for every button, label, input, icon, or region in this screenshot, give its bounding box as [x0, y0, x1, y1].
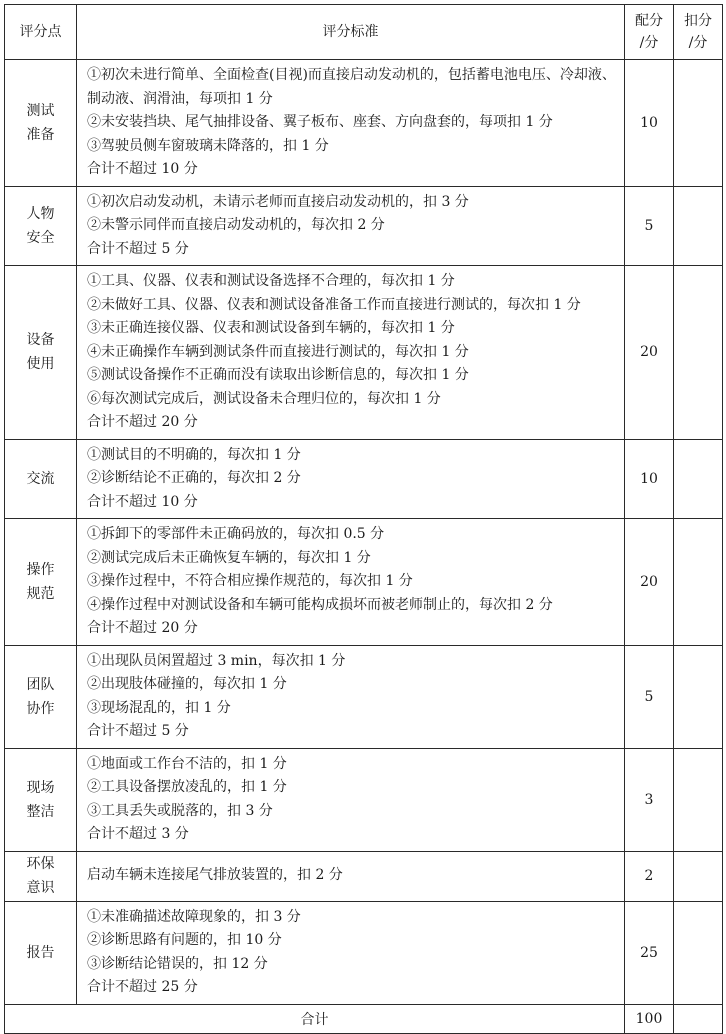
criteria-item: ①初次未进行简单、全面检查(目视)而直接启动发动机的，包括蓄电池电压、冷却液、制动液、润滑油，每项扣 1 分 — [87, 67, 616, 107]
deduct-cell[interactable] — [674, 519, 723, 646]
criteria-item: ③操作过程中，不符合相应操作规范的，每次扣 1 分 — [87, 573, 413, 589]
total-label: 合计 — [5, 1004, 625, 1033]
criteria-item: ①出现队员闲置超过 3 min，每次扣 1 分 — [87, 652, 346, 669]
criteria-item: ①拆卸下的零部件未正确码放的，每次扣 0.5 分 — [87, 526, 385, 542]
category-label: 规范 — [26, 585, 55, 602]
table-row — [5, 519, 723, 646]
table-row — [5, 266, 723, 440]
score-cell: 10 — [625, 439, 674, 519]
table-row — [5, 186, 723, 266]
criteria-item: ②未安装挡块、尾气抽排设备、翼子板布、座套、方向盘套的，每项扣 1 分 — [87, 114, 553, 130]
category-cell — [5, 748, 77, 851]
header-row — [5, 5, 723, 60]
criteria-cell — [77, 266, 625, 440]
criteria-item: ④操作过程中对测试设备和车辆可能构成损坏而被老师制止的，每次扣 2 分 — [87, 596, 553, 613]
criteria-cell — [77, 645, 625, 748]
header-deduct — [674, 5, 723, 60]
category-label: 现场 — [26, 779, 55, 796]
score-cell: 5 — [625, 186, 674, 266]
score-cell: 10 — [625, 60, 674, 187]
total-deduct-cell — [674, 1004, 723, 1033]
score-cell: 25 — [625, 901, 674, 1004]
table-row — [5, 60, 723, 187]
criteria-item: 合计不超过 25 分 — [87, 979, 198, 995]
criteria-item: ②未做好工具、仪器、仪表和测试设备准备工作而直接进行测试的，每次扣 1 分 — [87, 296, 581, 313]
category-label: 准备 — [26, 126, 55, 143]
score-cell: 5 — [625, 645, 674, 748]
score-cell: 20 — [625, 266, 674, 440]
criteria-cell — [77, 748, 625, 851]
deduct-cell[interactable] — [674, 748, 723, 851]
criteria-cell — [77, 519, 625, 646]
header-score — [625, 5, 674, 60]
category-label: 报告 — [26, 944, 55, 961]
criteria-item: 合计不超过 5 分 — [87, 240, 189, 257]
category-label: 团队 — [26, 676, 55, 693]
criteria-item: ③诊断结论错误的，扣 12 分 — [87, 955, 268, 972]
score-cell: 3 — [625, 748, 674, 851]
category-label: 测试 — [26, 102, 55, 119]
deduct-cell[interactable] — [674, 266, 723, 440]
category-label: 交流 — [26, 470, 55, 487]
total-row — [5, 1004, 723, 1033]
category-label: 使用 — [26, 356, 55, 373]
criteria-item: ③驾驶员侧车窗玻璃未降落的，扣 1 分 — [87, 137, 329, 154]
criteria-cell — [77, 186, 625, 266]
criteria-item: ③工具丢失或脱落的，扣 3 分 — [87, 802, 273, 819]
category-cell — [5, 266, 77, 440]
criteria-item: 合计不超过 20 分 — [87, 414, 198, 430]
criteria-item: ④未正确操作车辆到测试条件而直接进行测试的，每次扣 1 分 — [87, 343, 469, 360]
criteria-item: ②测试完成后未正确恢复车辆的，每次扣 1 分 — [87, 549, 371, 566]
deduct-cell[interactable] — [674, 186, 723, 266]
criteria-cell — [77, 439, 625, 519]
criteria-item: ③现场混乱的，扣 1 分 — [87, 699, 231, 716]
category-cell — [5, 60, 77, 187]
total-score: 100 — [625, 1004, 674, 1033]
criteria-item: ②出现肢体碰撞的，每次扣 1 分 — [87, 676, 287, 692]
criteria-cell — [77, 901, 625, 1004]
criteria-item: ③未正确连接仪器、仪表和测试设备到车辆的，每次扣 1 分 — [87, 320, 455, 336]
category-cell — [5, 439, 77, 519]
deduct-cell[interactable] — [674, 60, 723, 187]
header-deduct-line2: /分 — [688, 35, 708, 51]
deduct-cell[interactable] — [674, 901, 723, 1004]
category-label: 安全 — [26, 229, 55, 246]
criteria-item: ②诊断结论不正确的，每次扣 2 分 — [87, 470, 301, 486]
table-row — [5, 851, 723, 901]
criteria-item: 启动车辆未连接尾气排放装置的，扣 2 分 — [87, 867, 343, 884]
table-row — [5, 748, 723, 851]
criteria-cell — [77, 851, 625, 901]
criteria-item: 合计不超过 10 分 — [87, 161, 198, 177]
criteria-cell — [77, 60, 625, 187]
criteria-item: ①地面或工作台不洁的，扣 1 分 — [87, 755, 287, 772]
category-cell — [5, 851, 77, 901]
category-label: 设备 — [26, 332, 55, 349]
table-row — [5, 645, 723, 748]
category-label: 协作 — [26, 700, 55, 717]
criteria-item: ②工具设备摆放凌乱的，扣 1 分 — [87, 779, 287, 795]
criteria-item: ①初次启动发动机，未请示老师而直接启动发动机的，扣 3 分 — [87, 193, 469, 210]
criteria-item: ①未准确描述故障现象的，扣 3 分 — [87, 908, 301, 925]
category-label: 意识 — [26, 880, 55, 896]
scoring-table — [4, 4, 723, 1034]
criteria-item: ①测试目的不明确的，每次扣 1 分 — [87, 446, 301, 463]
table-row — [5, 901, 723, 1004]
deduct-cell[interactable] — [674, 439, 723, 519]
header-score-line1: 配分 — [635, 13, 663, 29]
criteria-item: 合计不超过 10 分 — [87, 493, 198, 510]
category-cell — [5, 645, 77, 748]
category-label: 操作 — [26, 561, 55, 578]
criteria-item: ⑤测试设备操作不正确而没有读取出诊断信息的，每次扣 1 分 — [87, 367, 469, 383]
criteria-item: ①工具、仪器、仪表和测试设备选择不合理的，每次扣 1 分 — [87, 273, 455, 289]
category-cell — [5, 186, 77, 266]
category-cell — [5, 901, 77, 1004]
category-label: 环保 — [26, 856, 55, 872]
category-cell — [5, 519, 77, 646]
header-criteria: 评分标准 — [77, 5, 625, 60]
criteria-item: ②未警示同伴而直接启动发动机的，每次扣 2 分 — [87, 217, 385, 233]
deduct-cell[interactable] — [674, 851, 723, 901]
header-deduct-line1: 扣分 — [684, 13, 712, 29]
header-point: 评分点 — [5, 5, 77, 60]
table-body — [5, 60, 723, 1005]
criteria-item: 合计不超过 20 分 — [87, 620, 198, 636]
header-score-line2: /分 — [639, 35, 659, 51]
criteria-item: 合计不超过 5 分 — [87, 723, 189, 739]
score-cell: 2 — [625, 851, 674, 901]
category-label: 整洁 — [26, 803, 55, 820]
criteria-item: ②诊断思路有问题的，扣 10 分 — [87, 932, 282, 948]
criteria-item: ⑥每次测试完成后，测试设备未合理归位的，每次扣 1 分 — [87, 390, 441, 407]
criteria-item: 合计不超过 3 分 — [87, 826, 189, 842]
table-row — [5, 439, 723, 519]
category-label: 人物 — [26, 205, 55, 222]
deduct-cell[interactable] — [674, 645, 723, 748]
score-cell: 20 — [625, 519, 674, 646]
